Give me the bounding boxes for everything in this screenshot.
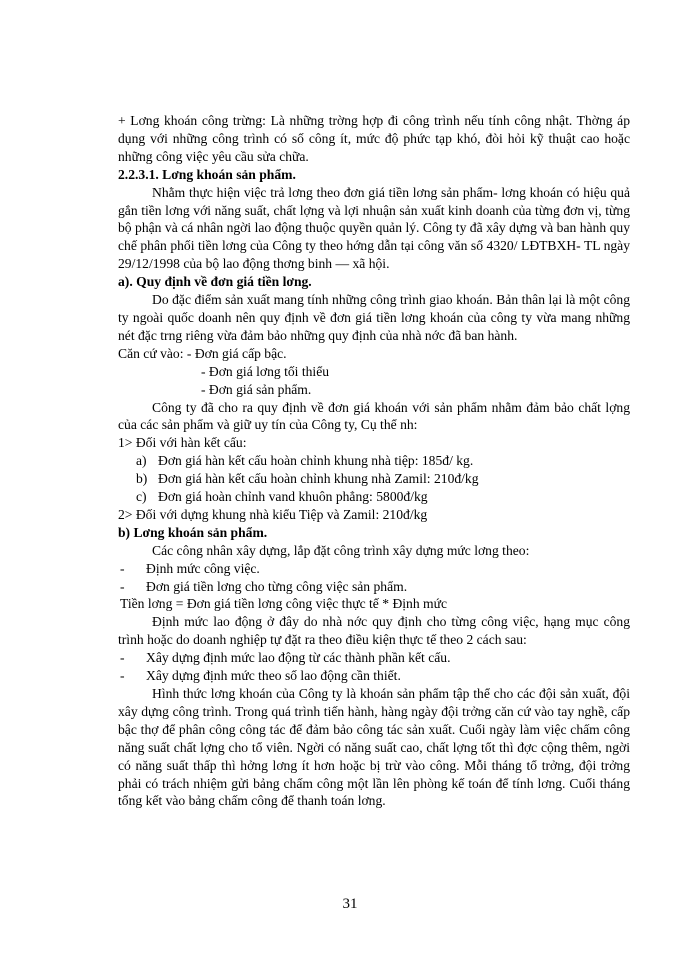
basis-line-1: Căn cứ vào: - Đơn giá cấp bậc.: [118, 345, 287, 361]
list-marker: -: [120, 578, 125, 594]
item-welding: 1> Đối với hàn kết cấu:: [118, 435, 247, 451]
paragraph-unit-price-regulation: Do đặc điểm sản xuất mang tính những công trình giao khoán. Bản thân lại là một công ty ngoài quốc doanh nên quy định về đơn giá tiền lơng khoán của công ty vừa mang những nét đặc trng riêng vừa đảm bảo những quy định của nhà nớc đã ban hành.: [118, 292, 630, 343]
paragraph-piecework-construction: + Lơng khoán công trừng: Là những trờng hợp đi công trình nếu tính công nhật. Thờng áp dụng với những công trình có số công ít, mức độ phức tạp khó, đòi hỏi kỹ thuật cao hoặc những công việc yêu cầu sửa chữa.: [118, 113, 630, 164]
subheading-unit-price: a). Quy định về đơn giá tiền lơng.: [118, 274, 312, 290]
list-item-a: [118, 452, 630, 470]
list-text: Đơn giá hàn kết cấu hoàn chỉnh khung nhà Zamil: 210đ/kg: [158, 471, 479, 487]
list-marker: -: [120, 650, 125, 666]
list-marker: -: [120, 560, 125, 576]
paragraph-wage-policy: Nhằm thực hiện việc trả lơng theo đơn giá tiền lơng sản phẩm- lơng khoán có hiệu quả gắn tiền lơng với năng suất, chất lợng và lợi nhuận sản xuất kinh doanh của từng đơn vị, từng bộ phận và cá nhân ngời lao động thuộc quyền quản lý. Công ty đã xây dựng và ban hành quy chế phân phối tiền lơng của Công ty theo hớng dẫn tại công văn số 4320/ LĐTBXH- TL ngày 29/12/1998 của bộ lao động thơng binh — xã hội.: [118, 184, 630, 272]
list-text: Định mức công việc.: [146, 560, 260, 576]
wage-formula: Tiền lơng = Đơn giá tiền lơng công việc thực tế * Định mức: [120, 596, 447, 612]
list-text: Đơn giá tiền lơng cho từng công việc sản phẩm.: [146, 578, 408, 594]
list-text: Đơn giá hoàn chỉnh vand khuôn phẳng: 5800đ/kg: [158, 489, 428, 505]
page-number: 31: [342, 896, 358, 912]
paragraph-wage-basis: Các công nhân xây dựng, lắp đặt công trình xây dựng mức lơng theo:: [152, 542, 530, 558]
item-frame-erection: 2> Đối với dựng khung nhà kiểu Tiệp và Zamil: 210đ/kg: [118, 506, 428, 522]
list-item-dash-2: [118, 578, 630, 596]
list-marker: a): [136, 453, 147, 469]
list-text: Xây dựng định mức theo số lao động cần thiết.: [146, 668, 401, 684]
list-text: Đơn giá hàn kết cấu hoàn chỉnh khung nhà tiệp: 185đ/ kg.: [158, 453, 474, 469]
basis-line-3: - Đơn giá sản phẩm.: [201, 381, 312, 397]
list-marker: c): [136, 489, 147, 505]
section-heading-product-wage: 2.2.3.1. Lơng khoán sản phẩm.: [118, 166, 296, 182]
list-item-dash-3: [118, 649, 630, 667]
paragraph-labor-norm: Định mức lao động ở đây do nhà nớc quy định cho từng công việc, hạng mục công trình hoặc do doanh nghiệp tự đặt ra theo điều kiện thực tế theo 2 cách sau:: [118, 614, 630, 648]
paragraph-company-regulation: Công ty đã cho ra quy định về đơn giá khoán với sản phẩm nhằm đảm bảo chất lợng của các sản phẩm và giữ uy tín của Công ty, Cụ thể nh:: [118, 399, 630, 433]
list-marker: b): [136, 471, 148, 487]
list-item-b: [118, 470, 630, 488]
document-body: [118, 112, 630, 810]
list-item-dash-4: [118, 667, 630, 685]
basis-line-2: - Đơn giá lơng tối thiểu: [201, 363, 330, 379]
list-marker: -: [120, 668, 125, 684]
list-text: Xây dựng định mức lao động từ các thành phần kết cấu.: [146, 650, 451, 666]
list-item-dash-1: [118, 560, 630, 578]
subheading-product-piecework: b) Lơng khoán sản phẩm.: [118, 524, 268, 540]
paragraph-piecework-form: Hình thức lơng khoán của Công ty là khoán sản phẩm tập thể cho các đội sản xuất, đội xây dựng công trình. Trong quá trình tiến hành, hàng ngày đội trởng căn cứ vào tay nghề, cấp bậc thợ để phân công công tác để đảm bảo công tác sản xuất. Cuối ngày làm việc chấm công năng suất chất lợng cho tổ viên. Ngời có năng suất cao, chất lợng tốt thì đợc cộng thêm, ngời có năng suất thấp thì hởng lơng ít hơn hoặc bị trừ vào công. Mỗi tháng tổ trởng, đội trởng phải có trách nhiệm gửi bảng chấm công một lần lên phòng kế toán để tính lơng. Cuối tháng tổng kết vào bảng chấm công để thanh toán lơng.: [118, 686, 630, 809]
list-item-c: [118, 488, 630, 506]
